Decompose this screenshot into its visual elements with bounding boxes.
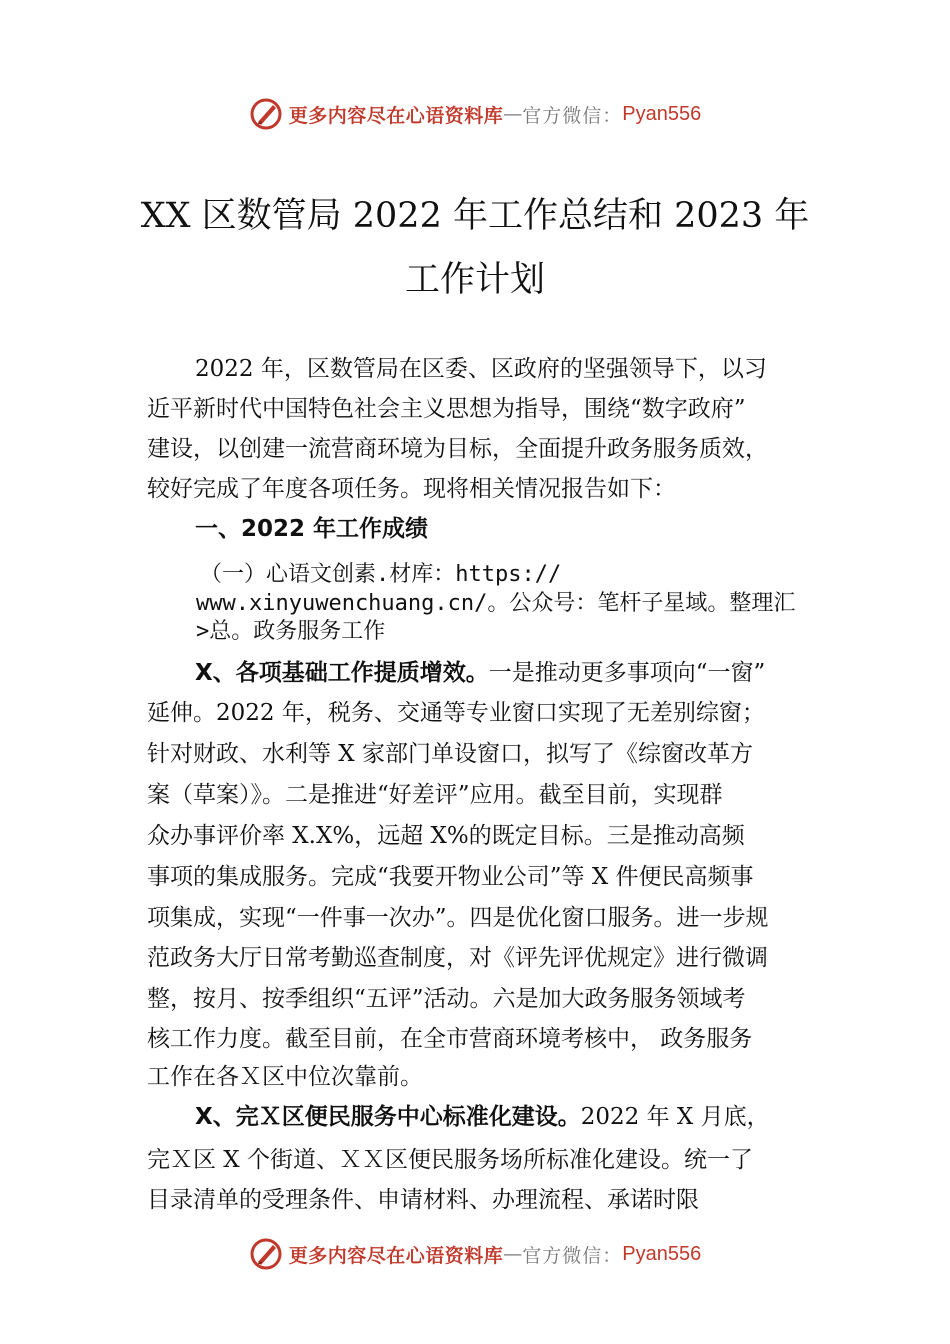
- pen-logo-icon: [249, 97, 283, 131]
- intro-line: 2022 年，区数管局在区委、区政府的坚强领导下，以习: [195, 356, 767, 382]
- paragraph-1-line: 项集成，实现“一件事一次办”。四是优化窗口服务。进一步规: [147, 905, 769, 931]
- paragraph-1-line: 范政务大厅日常考勤巡查制度，对《评先评优规定》进行微调: [147, 945, 768, 971]
- paragraph-1-line: 工作在各Ｘ区中位次靠前。: [147, 1064, 423, 1090]
- paragraph-1-first-line: [195, 654, 765, 687]
- document-title-line-1: XX 区数管局 2022 年工作总结和 2023 年: [140, 196, 810, 236]
- paragraph-1-first-text: 一是推动更多事项向“一窗”: [488, 660, 766, 686]
- paragraph-1-line: 众办事评价率 X.X%，远超 X%的既定目标。三是推动高频: [147, 823, 745, 849]
- paragraph-1-heading: X、各项基础工作提质增效。: [195, 660, 489, 686]
- section-heading-1: 一、2022 年工作成绩: [195, 516, 429, 542]
- banner-wechat-id: Pyan556: [622, 1242, 702, 1265]
- watermark-banner-bottom: [0, 1232, 950, 1276]
- watermark-banner-top: [0, 92, 950, 136]
- paragraph-1-line: 延伸。2022 年，税务、交通等专业窗口实现了无差别综窗；: [147, 700, 765, 726]
- subsection-line: >总。政务服务工作: [196, 619, 386, 644]
- intro-line: 近平新时代中国特色社会主义思想为指导，围绕“数字政府”: [147, 396, 746, 422]
- banner-main-text: 更多内容尽在心语资料库: [288, 1244, 504, 1267]
- subsection-line: （一）心语文创素.材库：https://: [200, 562, 562, 587]
- paragraph-2-heading: X、完Ｘ区便民服务中心标准化建设。: [195, 1104, 581, 1130]
- paragraph-1-line: 案（草案）》。二是推进“好差评”应用。截至目前，实现群: [147, 782, 723, 808]
- paragraph-1-line: 事项的集成服务。完成“我要开物业公司”等 X 件便民高频事: [147, 864, 754, 890]
- paragraph-2-first-line: [195, 1098, 770, 1131]
- banner-wechat-label: 官方微信：: [522, 1244, 623, 1267]
- paragraph-2-first-text: 2022 年 X 月底，: [580, 1104, 770, 1130]
- paragraph-2-line: 目录清单的受理条件、申请材料、办理流程、承诺时限: [147, 1187, 699, 1213]
- intro-line: 较好完成了年度各项任务。现将相关情况报告如下：: [147, 476, 676, 502]
- banner-separator: —: [503, 103, 523, 125]
- paragraph-1-line: 针对财政、水利等 X 家部门单设窗口，拟写了《综窗改革方: [147, 741, 753, 767]
- intro-line: 建设，以创建一流营商环境为目标，全面提升政务服务质效，: [147, 436, 768, 462]
- banner-separator: —: [503, 1243, 523, 1265]
- pen-logo-icon: [249, 1237, 283, 1271]
- banner-wechat-label: 官方微信：: [522, 104, 623, 127]
- document-title-line-2: 工作计划: [404, 260, 545, 300]
- banner-main-text: 更多内容尽在心语资料库: [288, 104, 504, 127]
- banner-wechat-id: Pyan556: [622, 102, 702, 125]
- paragraph-1-line: 整，按月、按季组织“五评”活动。六是加大政务服务领域考: [147, 986, 746, 1012]
- subsection-line: www.xinyuwenchuang.cn/。公众号：笔杆子星域。整理汇: [196, 591, 796, 616]
- paragraph-1-line: 核工作力度。截至目前，在全市营商环境考核中， 政务服务: [147, 1026, 753, 1052]
- paragraph-2-line: 完Ｘ区 X 个街道、ＸＸ区便民服务场所标准化建设。统一了: [147, 1147, 753, 1173]
